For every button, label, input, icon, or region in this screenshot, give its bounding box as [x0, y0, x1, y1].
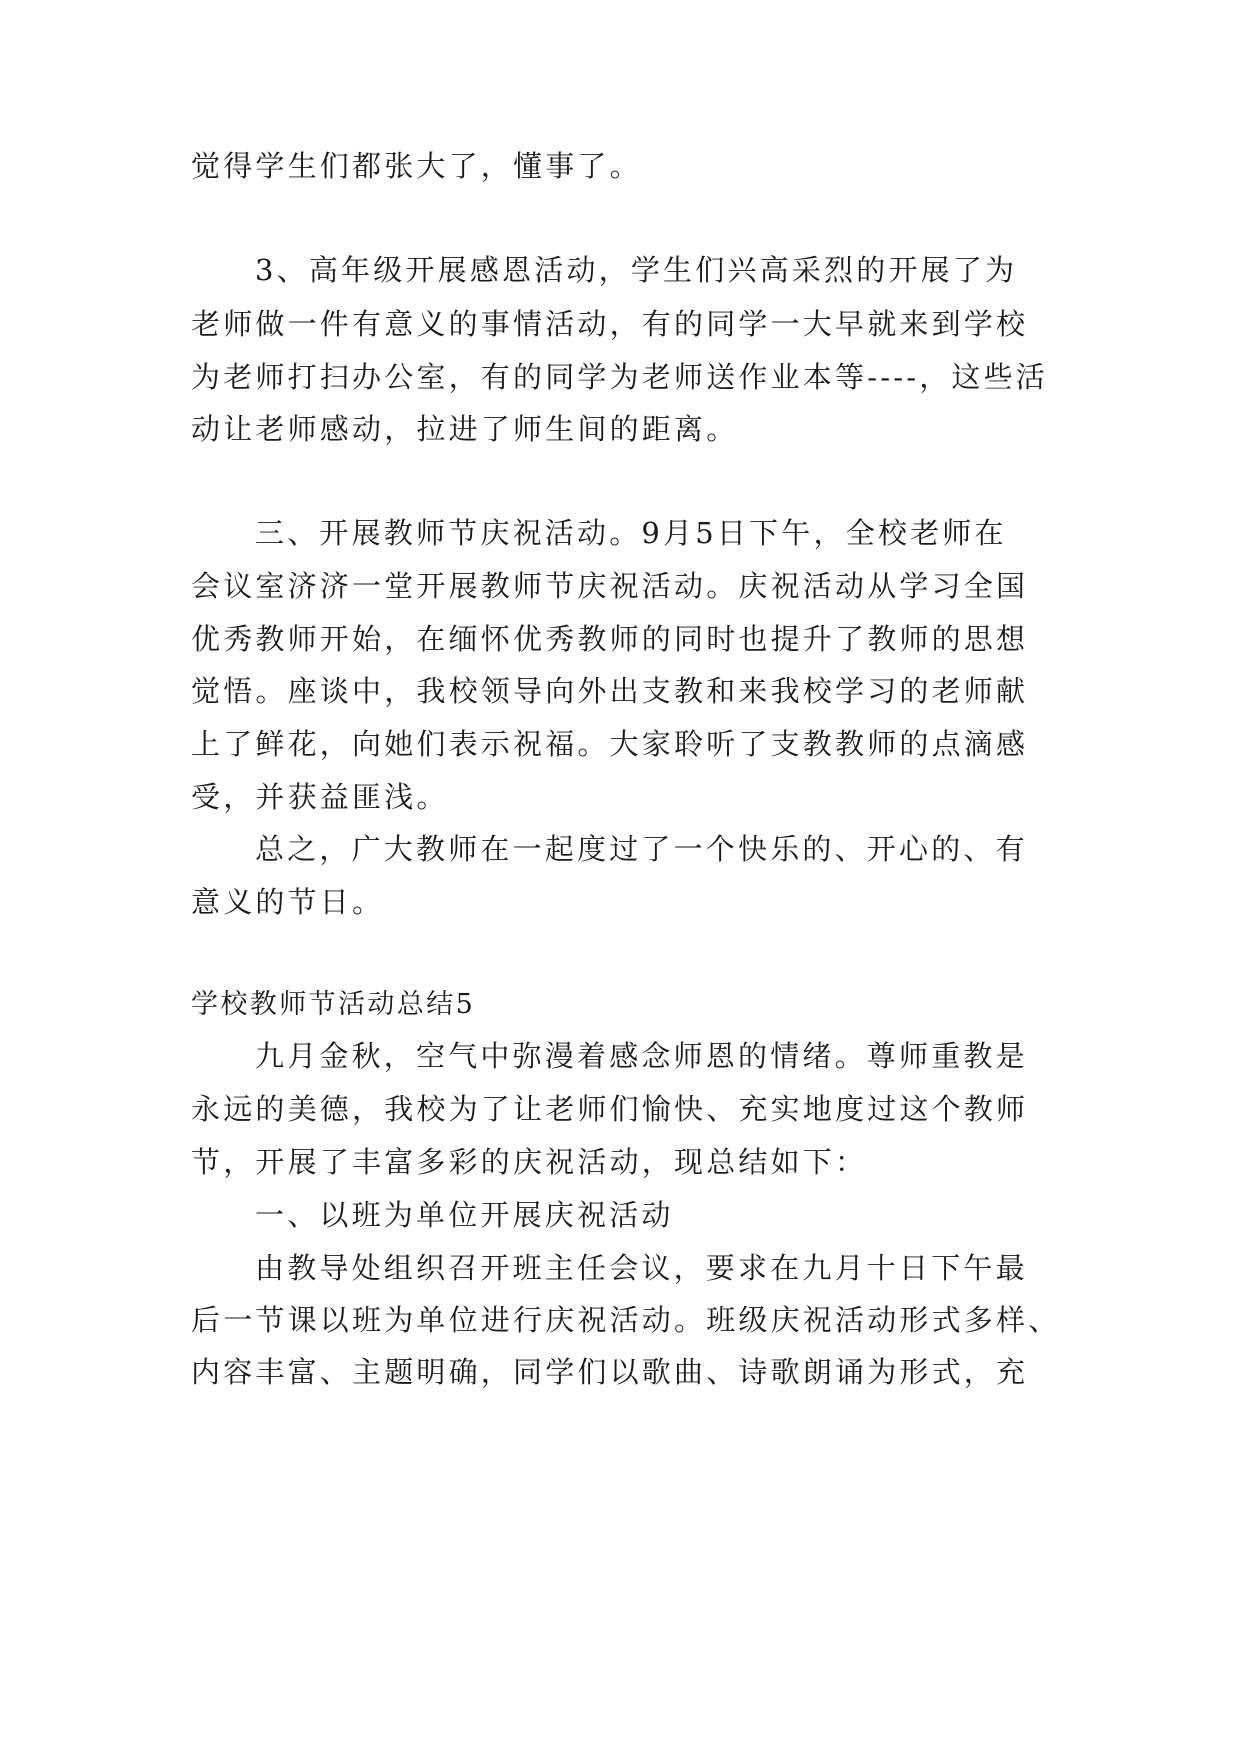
text-line: 上了鲜花，向她们表示祝福。大家聆听了支教教师的点滴感 — [191, 727, 1029, 761]
text-line: 永远的美德，我校为了让老师们愉快、充实地度过这个教师 — [191, 1092, 1029, 1126]
text-line: 优秀教师开始，在缅怀优秀教师的同时也提升了教师的思想 — [191, 622, 1029, 656]
section-heading: 学校教师节活动总结5 — [191, 989, 476, 1020]
text-line: 会议室济济一堂开展教师节庆祝活动。庆祝活动从学习全国 — [191, 569, 1029, 603]
text-line: 觉悟。座谈中，我校领导向外出支教和来我校学习的老师献 — [191, 674, 1029, 708]
text-line: 意义的节日。 — [191, 885, 385, 919]
text-line: 三、开展教师节庆祝活动。9月5日下午，全校老师在 — [255, 516, 1007, 550]
text-line: 为老师打扫办公室，有的同学为老师送作业本等----，这些活 — [191, 360, 1048, 394]
text-line: 动让老师感动，拉进了师生间的距离。 — [191, 412, 739, 446]
text-line: 3、高年级开展感恩活动，学生们兴高采烈的开展了为 — [255, 253, 1018, 287]
text-line: 后一节课以班为单位进行庆祝活动。班级庆祝活动形式多样、 — [191, 1303, 1061, 1337]
text-line: 九月金秋，空气中弥漫着感念师恩的情绪。尊师重教是 — [255, 1039, 1028, 1073]
subheading: 一、以班为单位开展庆祝活动 — [255, 1198, 674, 1232]
text-line: 老师做一件有意义的事情活动，有的同学一大早就来到学校 — [191, 307, 1029, 341]
text-line: 总之，广大教师在一起度过了一个快乐的、开心的、有 — [255, 832, 1028, 866]
text-line: 由教导处组织召开班主任会议，要求在九月十日下午最 — [255, 1251, 1028, 1285]
text-line: 节，开展了丰富多彩的庆祝活动，现总结如下： — [191, 1145, 868, 1179]
text-line: 觉得学生们都张大了，懂事了。 — [191, 149, 642, 183]
text-line: 受，并获益匪浅。 — [191, 780, 449, 814]
text-line: 内容丰富、主题明确，同学们以歌曲、诗歌朗诵为形式，充 — [191, 1355, 1029, 1389]
